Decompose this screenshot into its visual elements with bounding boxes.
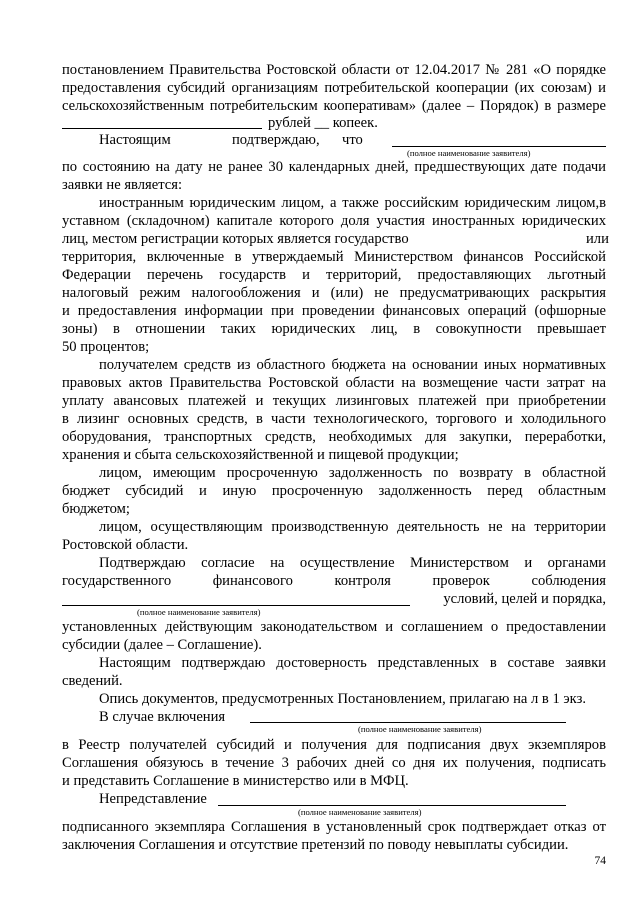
text-line: уставном (складочном) капитале которого доля участия иностранных юридических: [62, 213, 606, 229]
text-line: хранения и сбыта сельскохозяйственной и пищевой продукции;: [62, 447, 459, 463]
text-line: Настоящим подтверждаю достоверность представленных в составе заявки: [99, 655, 606, 671]
blank-applicant-line: [218, 805, 566, 806]
text-line: сведений.: [62, 673, 123, 689]
text-line: рублей __ копеек.: [268, 115, 378, 131]
field-caption: (полное наименование заявителя): [298, 807, 422, 817]
blank-applicant-line: [392, 146, 606, 147]
page-number: 74: [594, 855, 606, 867]
text-word: Настоящим: [99, 132, 171, 148]
text-line: лиц, местом регистрации которых является государство: [62, 231, 409, 247]
text-line: налоговый режим налогообложения и (или) не предусматривающих раскрытия: [62, 285, 606, 301]
text-line: Ростовской области.: [62, 537, 189, 553]
text-word: или: [586, 231, 609, 247]
text-line: субсидии (далее – Соглашение).: [62, 637, 262, 653]
text-line: по состоянию на дату не ранее 30 календарных дней, предшествующих дате подачи: [62, 159, 606, 175]
text-line: лицом, осуществляющим производственную деятельность не на территории: [99, 519, 606, 535]
text-line: подписанного экземпляра Соглашения в установленный срок подтверждает отказ от: [62, 819, 606, 835]
blank-applicant-line: [62, 605, 410, 606]
text-line: Непредставление: [99, 791, 207, 807]
text-line: 50 процентов;: [62, 339, 150, 355]
text-line: бюджетом;: [62, 501, 130, 517]
text-line: правовых актов Правительства Ростовской области на возмещение части затрат на: [62, 375, 606, 391]
text-line: бюджет субсидий и иную просроченную задолженность перед областным: [62, 483, 606, 499]
text-line: и представить Соглашение в министерство или в МФЦ.: [62, 773, 409, 789]
text-line: в Реестр получателей субсидий и получения для подписания двух экземпляров: [62, 737, 606, 753]
text-line: зоны) в отношении таких юридических лиц, в совокупности превышает: [62, 321, 606, 337]
text-line: условий, целей и порядка,: [443, 591, 606, 607]
text-line: заявки не является:: [62, 177, 183, 193]
field-caption: (полное наименование заявителя): [137, 607, 261, 617]
text-line: установленных действующим законодательством и соглашением о предоставлении: [62, 619, 606, 635]
text-line: постановлением Правительства Ростовской области от 12.04.2017 № 281 «О порядке: [62, 62, 606, 78]
text-line: территория, включенные в утверждаемый Министерством финансов Российской: [62, 249, 606, 265]
text-line: уплату авансовых платежей и текущих лизинговых платежей при приобретении: [62, 393, 606, 409]
text-line: сельскохозяйственным потребительским кооперативам» (далее – Порядок) в размере: [62, 98, 606, 114]
blank-applicant-line: [250, 722, 566, 723]
text-line: Соглашения обязуюсь в течение 3 рабочих дней со дня их получения, подписать: [62, 755, 606, 771]
blank-amount-line: [62, 128, 262, 129]
field-caption: (полное наименование заявителя): [407, 148, 531, 158]
text-line: заключения Соглашения и отсутствие претензий по поводу невыплаты субсидии.: [62, 837, 569, 853]
text-line: иностранным юридическим лицом, а также российским юридическим лицом,в: [99, 195, 606, 211]
text-word: подтверждаю,: [232, 132, 320, 148]
field-caption: (полное наименование заявителя): [358, 724, 482, 734]
text-line: предоставления субсидий организациям потребительской кооперации (их союзам) и: [62, 80, 606, 96]
text-line: лицом, имеющим просроченную задолженность по возврату в областной: [99, 465, 606, 481]
text-line: в лизинг основных средств, в части технологического, торгового и холодильного: [62, 411, 606, 427]
text-word: что: [342, 132, 363, 148]
text-line: государственного финансового контроля проверок соблюдения: [62, 573, 606, 589]
text-line: оборудования, транспортных средств, необходимых для закупки, переработки,: [62, 429, 606, 445]
text-line: получателем средств из областного бюджета на основании иных нормативных: [99, 357, 606, 373]
text-line: Подтверждаю согласие на осуществление Министерством и органами: [99, 555, 606, 571]
text-line: В случае включения: [99, 709, 226, 725]
text-line: и предоставления информации при проведении финансовых операций (офшорные: [62, 303, 606, 319]
text-line: Федерации перечень государств и территорий, предоставляющих льготный: [62, 267, 606, 283]
text-line: Опись документов, предусмотренных Постановлением, прилагаю на л в 1 экз.: [99, 691, 586, 707]
